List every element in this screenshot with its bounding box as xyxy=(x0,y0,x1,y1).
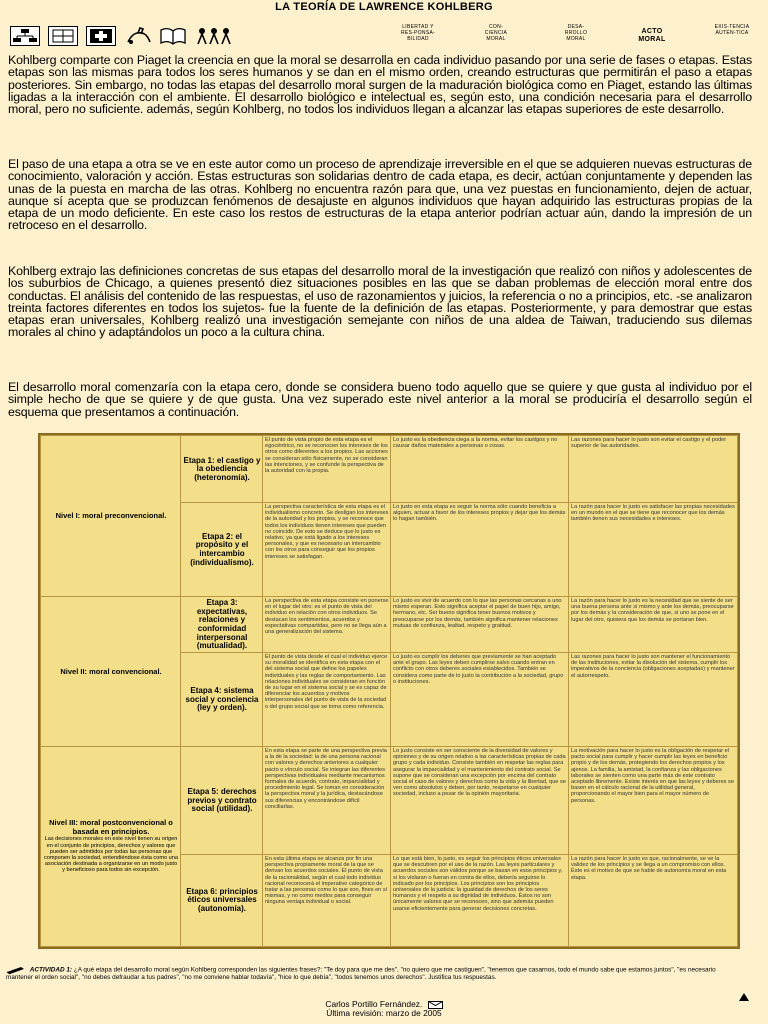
activity-text: ¿A qué etapa del desarrollo moral según Kohlberg corresponden las siguientes frases?: "Te doy para que me des", "no quiero que me castiguen", "tenemos que casarnos, todo el mundo sabe que estamos juntos", "es necesario mantener el orden social", "no debes defraudar a tus padres", "no me conviene hablar todavía", "hice lo que debía", "todos tenemos unos derechos". Justifica tus respuestas. xyxy=(6,966,716,981)
stage-reasons-3: La razón para hacer lo justo es la necesidad que se siente de ser una buena persona ante sí mismo y ante los demás, preocuparse por los demás y la consideración de que, si uno se pone en el lugar del otro, quisiera que los demás se portaran bien. xyxy=(568,596,738,654)
stage-name-2: Etapa 2: el propósito y el intercambio (individualismo). xyxy=(180,502,264,598)
nav-link-desarrollo[interactable]: DESA-RROLLO MORAL xyxy=(564,24,588,42)
stage-right-1: Lo justo es la obediencia ciega a la norma, evitar los castigos y no causar daños materiales a personas o cosas. xyxy=(390,435,570,504)
paragraph-1: Kohlberg comparte con Piaget la creencia en que la moral se desarrolla en cada individuo pasando por una serie de fases o etapas. Estas etapas son las mismas para todos los seres humanos y se dan en el mismo orden, creando estructuras que permitirán el paso a etapas posteriores. Sin embargo, no todas las etapas del desarrollo moral surgen de la maduración biológica como en Piaget, estando las últimas ligadas a la interacción con el ambiente. El desarrollo biológico e intelectual es, según esto, una condición necesaria para el desarrollo moral, pero no suficiente. además, según Kohlberg, no todos los individuos llegan a alcanzar las etapas superiores de este desarrollo. xyxy=(8,53,752,117)
stage-perspective-2: La perspectiva característica de esta etapa es el individualismo concreto. Se desligan los intereses de la autoridad y los propios, y se reconoce que todos los individuos tienen intereses que pueden no coincidir. De esto se deduce que lo justo es relativo, ya que está ligado a los intereses personales, y que es necesario un intercambio con los otros para conseguir que los propios intereses se satisfagan. xyxy=(262,502,392,598)
page-title: LA TEORÍA DE LAWRENCE KOHLBERG xyxy=(275,1,493,13)
nav-link-existencia[interactable]: EXIS-TENCIA AUTÉN-TICA xyxy=(714,24,750,36)
paragraph-2: El paso de una etapa a otra se ve en este autor como un proceso de aprendizaje irreversible en el que se adquieren nuevas estructuras de conocimiento, valoración y acción. Estas estructuras son solidarias dentro de cada etapa, es decir, actúan conjuntamente y dependen las unas de la puesta en marcha de las otras. Kohlberg no encuentra razón para que, una vez puestas en funcionamiento, dejen de actuar, aunque sí acepta que se produzcan fenómenos de desajuste en algunos individuos que hayan adquirido las estructuras propias de la etapa de un modo deficiente. En este caso los restos de estructuras de la etapa anterior podrían actuar aún, dando la impresión de un retroceso en el desarrollo. xyxy=(8,157,752,233)
stage-reasons-2: La razón para hacer lo justo es satisfacer las propias necesidades en un mundo en el que se tiene que reconocer que los demás también tienen sus necesidades e intereses. xyxy=(568,502,738,598)
stage-perspective-3: La perspectiva de esta etapa consiste en ponerse en el lugar del otro: es el punto de vista del individuo en relación con otros individuos. Se destacan los sentimientos, acuerdos y expectativas compartidas, pero no se llega aún a una generalización del sistema. xyxy=(262,596,392,654)
revision-date: Última revisión: marzo de 2005 xyxy=(326,1008,442,1018)
level-note: Las decisiones morales en este nivel tienen su origen en el conjunto de principios, derechos y valores que pueden ser admitidos por todas las personas que componen la sociedad, entendiéndose ésta como una asociación destinada a organizarse en un modo justo y beneficioso para todos sin excepción. xyxy=(43,836,179,874)
level-cell-2 xyxy=(40,596,182,748)
nav-link-acto-moral[interactable]: ACTO MORAL xyxy=(638,28,666,43)
rider-icon[interactable] xyxy=(124,26,154,46)
level-name: Nivel II: moral convencional. xyxy=(60,666,162,676)
level-cell-3 xyxy=(40,746,182,947)
level-cell-1 xyxy=(40,435,182,598)
stage-right-4: Lo justo es cumplir los deberes que previamente se han aceptado ante el grupo. Las leyes deben cumplirse salvo cuando entran en conflicto con otros deberes sociales establecidos. También se considera como parte de lo justo la contribución a la sociedad, grupo o instituciones. xyxy=(390,652,570,748)
stage-name-5: Etapa 5: derechos previos y contrato social (utilidad). xyxy=(180,746,264,856)
level-name: Nivel I: moral preconvencional. xyxy=(55,511,167,521)
stage-perspective-4: El punto de vista desde el cual el individuo ejerce su moralidad se identifica en esta etapa con el del sistema social que define los papeles individuales y las reglas de comportamiento. Las relaciones individuales se consideran en función de su lugar en el sistema social y se es capaz de diferenciar los acuerdos y motivos interpersonales del punto de vista de la sociedad o del grupo social que se toma como referencia. xyxy=(262,652,392,748)
nav-link-conciencia[interactable]: CON-CIENCIA MORAL xyxy=(484,24,508,42)
stage-right-3: Lo justo es vivir de acuerdo con lo que las personas cercanas a uno mismo esperan. Esto significa aceptar el papel de buen hijo, amigo, hermano, etc. Ser bueno significa tener buenos motivos y preocuparse por los demás, también significa mantener relaciones mutuas de confianza, lealtad, respeto y gratitud. xyxy=(390,596,570,654)
activity-section xyxy=(6,966,744,981)
author-link[interactable]: Carlos Portillo Fernández. xyxy=(325,999,423,1009)
paragraph-4: El desarrollo moral comenzaría con la etapa cero, donde se considera bueno todo aquello que se quiere y que gusta al individuo por el simple hecho de que se quiere y de que gusta. Una vez superado este nivel anterior a la moral se produciría el desarrollo según el esquema que presentamos a continuación. xyxy=(8,380,752,419)
stage-reasons-4: Las razones para hacer lo justo son mantener el funcionamiento de las instituciones, evitar la disolución del sistema, cumplir los imperativos de la conciencia (obligaciones aceptadas) y mantener el autorrespeto. xyxy=(568,652,738,748)
stage-name-1: Etapa 1: el castigo y la obediencia (heteronomía). xyxy=(180,435,264,504)
stage-right-6: Lo que está bien, lo justo, es seguir los principios éticos universales que se descubren por el uso de la razón. Las leyes particulares y acuerdos sociales son válidos porque se basan en esos principios y, si los violaran o fueran en contra de ellos, debería seguirse lo indicado por los principios. Los principios son los principios universales de la justicia: la igualdad de derechos de los seres humanos y el respeto a su dignidad de individuos. Éstos no son únicamente valores que se reconocen, sino que además pueden usarse eficientemente para generar decisiones concretas. xyxy=(390,854,570,947)
nav-link-libertad[interactable]: LIBERTAD Y RES-PONSA-BILIDAD xyxy=(400,24,436,42)
paragraph-3: Kohlberg extrajo las definiciones concretas de sus etapas del desarrollo moral de la investigación que realizó con niños y adolescentes de los suburbios de Chicago, a quienes presentó diez situaciones posibles en las que se daban problemas de elección moral entre dos conductas. El análisis del contenido de las respuestas, el uso de razonamientos y juicios, la referencia o no a principios, etc. -se analizaron treinta factores diferentes en todos los sujetos- fue la fuente de la definición de las etapas. Posteriormente, y para demostrar que estas etapas eran universales, Kohlberg realizó una investigación semejante con niños de una aldea de Taiwan, traduciendo sus dilemas morales al chino y adaptándolos un poco a la cultura china. xyxy=(8,264,752,340)
book-icon[interactable] xyxy=(158,26,188,46)
stage-name-4: Etapa 4: sistema social y conciencia (ley y orden). xyxy=(180,652,264,748)
nav-bar xyxy=(8,24,760,50)
stage-reasons-5: La motivación para hacer lo justo es la obligación de respetar el pacto social para cumplir y hacer cumplir las leyes en beneficio propio y de los demás, protegiendo los derechos propios y los ajenos. La familia, la amistad, la confianza y las obligaciones laborales se sienten como una parte más de este contrato aceptado libremente. Existe interés en que las leyes y deberes se basen en el cálculo racional de la utilidad general, proporcionando el mayor bien para el mayor número de personas. xyxy=(568,746,738,856)
stage-perspective-1: El punto de vista propio de esta etapa es el egocéntrico, no se reconocen los intereses de los otros como diferentes a los propios. Las acciones se consideran sólo físicamente, no se consideran las intenciones, y se confunde la perspectiva de la autoridad con la propia. xyxy=(262,435,392,504)
stage-right-2: Lo justo en esta etapa es seguir la norma sólo cuando beneficia a alguien, actuar a favor de los intereses propios y dejar que los demás lo hagan también. xyxy=(390,502,570,598)
tree-diagram-icon[interactable] xyxy=(10,26,40,46)
activity-label: ACTIVIDAD 1: xyxy=(29,966,73,974)
stage-name-6: Etapa 6: principios éticos universales (autonomía). xyxy=(180,854,264,947)
people-icon[interactable] xyxy=(194,26,234,46)
back-to-top-icon[interactable] xyxy=(738,989,750,999)
grid-icon[interactable] xyxy=(48,26,78,46)
stage-name-3: Etapa 3: expectativas, relaciones y conformidad interpersonal (mutualidad). xyxy=(180,596,264,654)
stages-table xyxy=(38,433,740,949)
stage-perspective-5: En esta etapa se parte de una perspectiva previa a la de la sociedad: la de una persona racional con valores y derechos anteriores a cualquier pacto o vínculo social. Se integran las diferentes perspectivas individuales mediante mecanismos formales de acuerdo, contrato, imparcialidad y procedimiento legal. Se toman en consideración la perspectiva moral y la jurídica, destacándose sus diferencias y encontrándose difícil conciliarlas. xyxy=(262,746,392,856)
stage-perspective-6: En esta última etapa se alcanza por fin una perspectiva propiamente moral de la que se derivan los acuerdos sociales. El punto de vista de la racionalidad, según el cual todo individuo racional reconocerá el imperativo categórico de tratar a las personas como lo que son, fines en sí mismas, y no como medios para conseguir ninguna ventaja individual o social. xyxy=(262,854,392,947)
stage-reasons-6: La razón para hacer lo justo es que, racionalmente, se ve la validez de los principios y se llega a un compromiso con ellos. Éste es el motivo de que se hable de autonomía moral en esta etapa. xyxy=(568,854,738,947)
pencil-icon xyxy=(6,966,26,974)
cross-icon[interactable] xyxy=(86,26,116,46)
footer xyxy=(0,1000,768,1018)
level-name: Nivel III: moral postconvencional o basada en principios. xyxy=(49,818,173,836)
stage-right-5: Lo justo consiste en ser consciente de la diversidad de valores y opiniones y de su origen relativo a las características propias de cada grupo y cada individuo. Consiste también en respetar las reglas para asegurar la imparcialidad y el mantenimiento del contrato social. Se supone que se consideran una excepción por encima del contrato social el caso de valores y derechos como la vida y la libertad, que se ven como absolutos y deben, por tanto, respetarse en cualquier sociedad, incluso a pesar de la opinión mayoritaria. xyxy=(390,746,570,856)
stage-reasons-1: Las razones para hacer lo justo son evitar el castigo y el poder superior de las autoridades. xyxy=(568,435,738,504)
